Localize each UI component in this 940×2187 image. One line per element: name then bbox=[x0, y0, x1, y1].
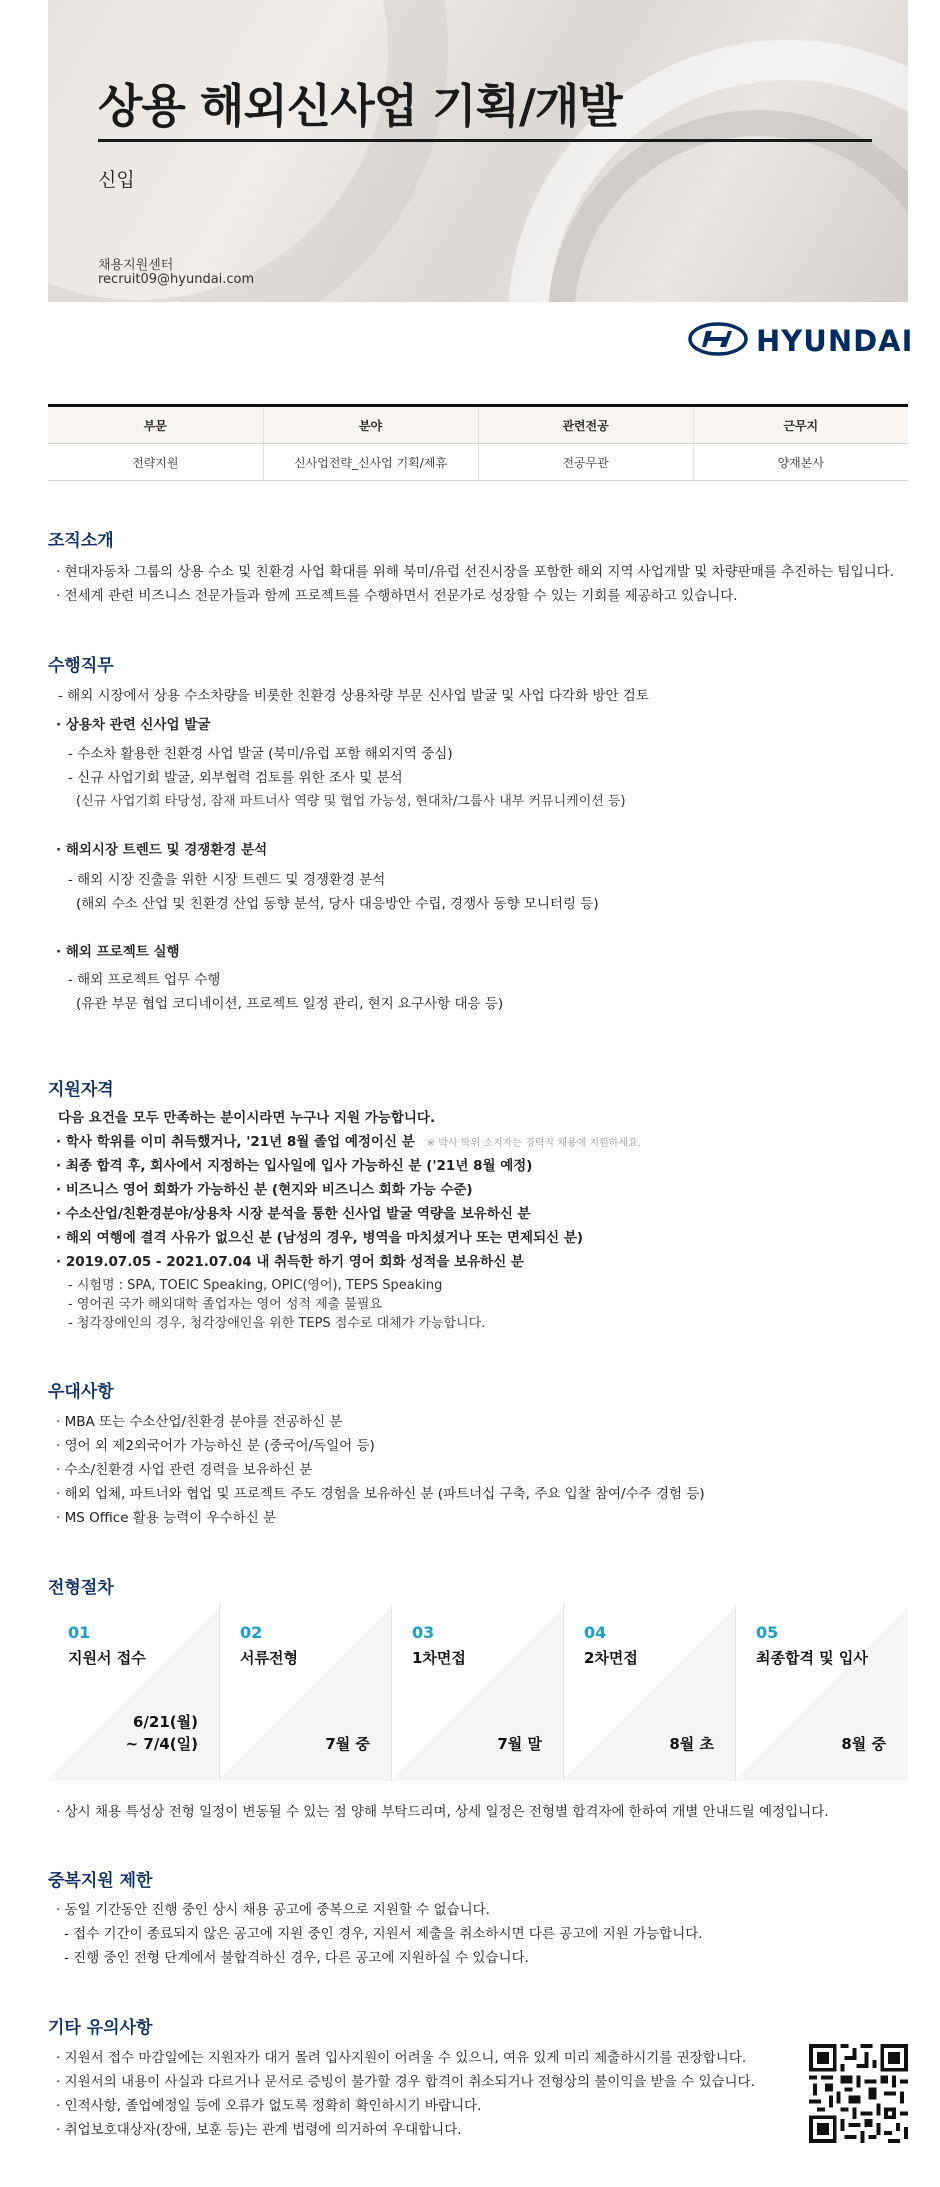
qualification-intro: 다음 요건을 모두 만족하는 분이시라면 누구나 지원 가능합니다. bbox=[58, 1110, 436, 1126]
process-step bbox=[220, 1605, 392, 1781]
list-item: · 최종 합격 후, 회사에서 지정하는 입사일에 입사 가능하신 분 ('21년 8월 예정) bbox=[56, 1158, 533, 1174]
step-number: 03 bbox=[412, 1623, 435, 1642]
table-header: 근무지 bbox=[693, 406, 908, 444]
step-date: 8월 중 bbox=[841, 1735, 886, 1753]
step-name: 2차면접 bbox=[584, 1649, 638, 1667]
step-date: 7월 중 bbox=[325, 1735, 370, 1753]
list-item-text: · 학사 학위를 이미 취득했거나, '21년 8월 졸업 예정이신 분 bbox=[56, 1134, 415, 1150]
list-item: · 전세계 관련 비즈니스 전문가들과 함께 프로젝트를 수행하면서 전문가로 성장할 수 있는 기회를 제공하고 있습니다. bbox=[56, 588, 738, 604]
step-date bbox=[126, 1711, 198, 1755]
list-item: · 인적사항, 졸업예정일 등에 오류가 없도록 정확히 확인하시기 바랍니다. bbox=[56, 2098, 482, 2114]
list-item: (유관 부문 협업 코디네이션, 프로젝트 일정 관리, 현지 요구사항 대응 등) bbox=[76, 996, 504, 1012]
list-item: · 수소산업/친환경분야/상용차 시장 분석을 통한 신사업 발굴 역량을 보유하신 분 bbox=[56, 1206, 531, 1222]
list-item: (해외 수소 산업 및 친환경 산업 동향 분석, 당사 대응방안 수립, 경쟁사 동향 모니터링 등) bbox=[76, 896, 599, 912]
list-item: - 청각장애인의 경우, 청각장애인을 위한 TEPS 점수로 대체가 가능합니다. bbox=[68, 1316, 486, 1331]
table-cell: 신사업전략_신사업 기획/제휴 bbox=[263, 444, 478, 481]
list-item: · MBA 또는 수소산업/친환경 분야를 전공하신 분 bbox=[56, 1414, 343, 1430]
section-title-duplicate: 중복지원 제한 bbox=[48, 1871, 153, 1891]
step-number: 01 bbox=[68, 1623, 91, 1642]
step-date: 7월 말 bbox=[497, 1735, 542, 1753]
step-name: 최종합격 및 입사 bbox=[756, 1649, 868, 1667]
list-item: · 영어 외 제2외국어가 가능하신 분 (중국어/독일어 등) bbox=[56, 1438, 375, 1454]
process-step bbox=[48, 1605, 220, 1781]
list-item: · 동일 기간동안 진행 중인 상시 채용 공고에 중복으로 지원할 수 없습니다. bbox=[56, 1902, 490, 1918]
list-item: - 영어권 국가 해외대학 졸업자는 영어 성적 제출 불필요 bbox=[68, 1297, 383, 1312]
list-item: (신규 사업기회 타당성, 잠재 파트너사 역량 및 협업 가능성, 현대차/그룹사 내부 커뮤니케이션 등) bbox=[76, 794, 626, 809]
section-title-etc: 기타 유의사항 bbox=[48, 2018, 153, 2038]
hero-banner bbox=[48, 0, 908, 302]
step-number: 05 bbox=[756, 1623, 779, 1642]
process-steps bbox=[48, 1605, 908, 1781]
list-item: · 2019.07.05 - 2021.07.04 내 취득한 하기 영어 회화 성적을 보유하신 분 bbox=[56, 1254, 524, 1270]
process-step bbox=[392, 1605, 564, 1781]
logo-wordmark: HYUNDAI bbox=[756, 324, 914, 358]
table-row bbox=[48, 444, 908, 481]
group-title: · 상용차 관련 신사업 발굴 bbox=[56, 717, 211, 733]
hyundai-logo bbox=[688, 322, 914, 358]
list-item: - 접수 기간이 종료되지 않은 공고에 지원 중인 경우, 지원서 제출을 취소하시면 다른 공고에 지원 가능합니다. bbox=[64, 1926, 703, 1942]
table-header: 관련전공 bbox=[478, 406, 693, 444]
list-item: - 신규 사업기회 발굴, 외부협력 검토를 위한 조사 및 분석 bbox=[68, 770, 403, 786]
step-date-line: ~ 7/4(일) bbox=[125, 1735, 198, 1753]
list-item bbox=[56, 1130, 641, 1150]
list-item: · 해외 여행에 결격 사유가 없으신 분 (남성의 경우, 병역을 마치셨거나 또는 면제되신 분) bbox=[56, 1230, 584, 1246]
list-item: · 지원서 접수 마감일에는 지원자가 대거 몰려 입사지원이 어려울 수 있으니, 여유 있게 미리 제출하시기를 권장합니다. bbox=[56, 2050, 747, 2066]
list-item: · 해외 업체, 파트너와 협업 및 프로젝트 주도 경험을 보유하신 분 (파트너십 구축, 주요 입찰 참여/수주 경험 등) bbox=[56, 1486, 705, 1502]
list-item: · 지원서의 내용이 사실과 다르거나 문서로 증빙이 불가할 경우 합격이 취소되거나 전형상의 불이익을 받을 수 있습니다. bbox=[56, 2074, 755, 2090]
step-name: 지원서 접수 bbox=[68, 1649, 146, 1667]
process-step bbox=[564, 1605, 736, 1781]
section-title-qualification: 지원자격 bbox=[48, 1080, 114, 1100]
recruit-center-label: 채용지원센터 bbox=[98, 258, 174, 273]
step-date: 8월 초 bbox=[669, 1735, 714, 1753]
table-header: 분야 bbox=[263, 406, 478, 444]
table-cell: 양재본사 bbox=[693, 444, 908, 481]
list-item: · 현대자동차 그룹의 상용 수소 및 친환경 사업 확대를 위해 북미/유럽 선진시장을 포함한 해외 지역 사업개발 및 차량판매를 추진하는 팀입니다. bbox=[56, 564, 894, 580]
hyundai-logo-icon bbox=[688, 322, 748, 356]
step-number: 02 bbox=[240, 1623, 263, 1642]
list-item: · 비즈니스 영어 회화가 가능하신 분 (현지와 비즈니스 회화 가능 수준) bbox=[56, 1182, 473, 1198]
group-title: · 해외 프로젝트 실행 bbox=[56, 944, 180, 960]
table-header: 부문 bbox=[48, 406, 263, 444]
list-item: · 취업보호대상자(장애, 보훈 등)는 관계 법령에 의거하여 우대합니다. bbox=[56, 2122, 462, 2138]
section-title-duty: 수행직무 bbox=[48, 656, 114, 676]
job-info-table bbox=[48, 404, 908, 481]
table-header-row bbox=[48, 406, 908, 444]
list-item: - 해외 프로젝트 업무 수행 bbox=[68, 972, 221, 988]
group-title: · 해외시장 트렌드 및 경쟁환경 분석 bbox=[56, 842, 268, 858]
list-item: · MS Office 활용 능력이 우수하신 분 bbox=[56, 1510, 277, 1526]
qr-code-icon[interactable] bbox=[809, 2044, 908, 2143]
list-item: - 수소차 활용한 친환경 사업 발굴 (북미/유럽 포함 해외지역 중심) bbox=[68, 746, 453, 762]
list-item: - 진행 중인 전형 단계에서 불합격하신 경우, 다른 공고에 지원하실 수 있습니다. bbox=[64, 1950, 529, 1966]
list-item: - 해외 시장에서 상용 수소차량을 비롯한 친환경 상용차량 부문 신사업 발굴 및 사업 다각화 방안 검토 bbox=[58, 688, 649, 704]
step-name: 1차면접 bbox=[412, 1649, 466, 1667]
table-cell: 전략지원 bbox=[48, 444, 263, 481]
process-note: · 상시 채용 특성상 전형 일정이 변동될 수 있는 점 양해 부탁드리며, 상세 일정은 전형별 합격자에 한하여 개별 안내드릴 예정입니다. bbox=[56, 1804, 829, 1820]
list-item: - 해외 시장 진출을 위한 시장 트렌드 및 경쟁환경 분석 bbox=[68, 872, 386, 888]
recruit-email[interactable]: recruit09@hyundai.com bbox=[98, 272, 255, 287]
section-title-preference: 우대사항 bbox=[48, 1382, 114, 1402]
list-item: · 수소/친환경 사업 관련 경력을 보유하신 분 bbox=[56, 1462, 313, 1478]
section-title-org: 조직소개 bbox=[48, 531, 114, 551]
process-step bbox=[736, 1605, 908, 1781]
list-item: - 시험명 : SPA, TOEIC Speaking, OPIC(영어), TEPS Speaking bbox=[68, 1278, 443, 1293]
doctorate-note: ※ 박사 학위 소지자는 경력직 채용에 지원하세요. bbox=[426, 1138, 641, 1149]
step-name: 서류전형 bbox=[240, 1649, 298, 1667]
page-subtitle: 신입 bbox=[98, 169, 135, 191]
page-title: 상용 해외신사업 기획/개발 bbox=[98, 79, 622, 133]
section-title-process: 전형절차 bbox=[48, 1578, 114, 1598]
step-number: 04 bbox=[584, 1623, 607, 1642]
step-date-line: 6/21(월) bbox=[133, 1713, 198, 1731]
table-cell: 전공무관 bbox=[478, 444, 693, 481]
title-underline bbox=[98, 139, 872, 142]
